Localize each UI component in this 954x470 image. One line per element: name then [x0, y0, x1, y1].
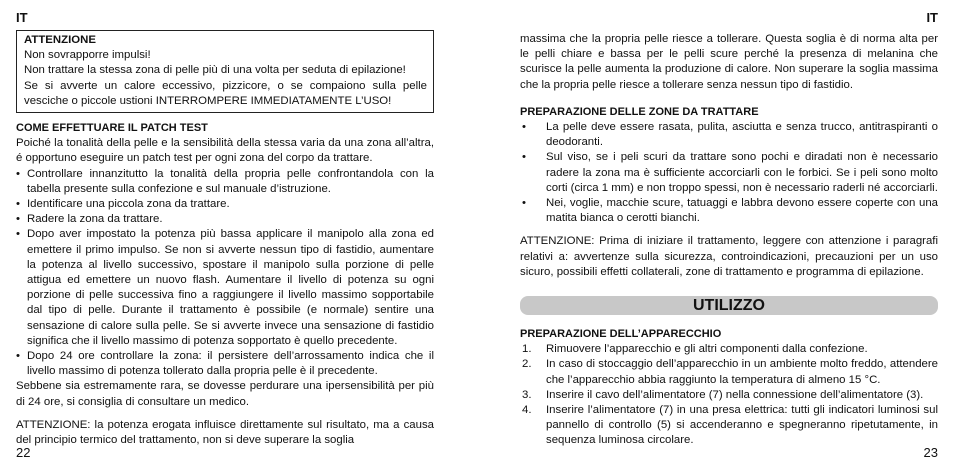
language-code: IT [16, 10, 28, 25]
right-page [520, 0, 938, 470]
warning-line: Non sovrapporre impulsi! [24, 49, 151, 62]
list-item: • Sul viso, se i peli scuri da trattare sono pochi e diradati non è necessario radere la zona ma è sufficiente accorciarli con le forbici. Se i peli sono molto corti (circa 1 mm) e non troppo spessi, non è necessario raderli né accorciarli. [520, 150, 938, 196]
step-text: In caso di stoccaggio dell’apparecchio in un ambiente molto freddo, attendere che l’apparecchio abbia raggiunto la temperatura di almeno 15 °C. [546, 358, 938, 386]
zones-prep-heading: PREPARAZIONE DELLE ZONE DA TRATTARE [520, 105, 759, 118]
warning-line: Non trattare la stessa zona di pelle più di una volta per seduta di epilazione! [24, 64, 406, 77]
attention-paragraph: ATTENZIONE: Prima di iniziare il trattamento, leggere con attenzione i paragrafi relativi a: avvertenze sulla sicurezza, controindicazioni, precauzioni per un uso sicuro, possibili effetti collaterali, zone di trattamento e programma di epilazione. [520, 235, 938, 278]
list-item: • Dopo 24 ore controllare la zona: il persistere dell’arrossamento indica che il livello massimo di potenza tollerato dalla propria pelle è il precedente. [16, 349, 434, 379]
left-page [16, 0, 434, 470]
list-item: • Identificare una piccola zona da trattare. [16, 197, 434, 212]
step-text: Rimuovere l’apparecchio e gli altri componenti dalla confezione. [546, 343, 868, 356]
hypersensitivity-paragraph: Sebbene sia estremamente rara, se dovesse perdurare una ipersensibilità per più di 24 ore, si consiglia di consultare un medico. [16, 380, 434, 408]
list-item [520, 388, 938, 403]
list-item: • Controllare innanzitutto la tonalità della propria pelle confrontandola con la tabella presente sulla confezione e sul manuale d’istruzione. [16, 167, 434, 197]
list-item [520, 357, 938, 387]
step-number: 3. [522, 388, 532, 401]
left-page-content [16, 30, 434, 448]
list-item: • La pelle deve essere rasata, pulita, asciutta e senza trucco, antitraspiranti o deodoranti. [520, 120, 938, 150]
device-prep-steps [520, 342, 938, 448]
step-number: 4. [522, 404, 532, 417]
zones-prep-list [520, 120, 938, 226]
warning-line: Se si avverte un calore eccessivo, pizzicore, o se compaiono sulla pelle vesciche o piccole ustioni INTERROMPERE IMMEDIATAMENTE L’USO! [24, 79, 427, 107]
list-item [520, 403, 938, 449]
device-prep-heading: PREPARAZIONE DELL’APPARECCHIO [520, 328, 722, 341]
step-text: Inserire il cavo dell’alimentatore (7) nella connessione dell’alimentatore (3). [546, 388, 924, 401]
step-number: 2. [522, 358, 532, 371]
warning-box [16, 30, 434, 113]
language-code: IT [926, 10, 938, 25]
patch-test-heading: COME EFFETTUARE IL PATCH TEST [16, 122, 208, 135]
continuation-paragraph: massima che la propria pelle riesce a tollerare. Questa soglia è di norma alta per le pelli chiare e bassa per le pelli scure perché la presenza di melanina che scurisce la pelle aumenta la produzione di calore. Non superare la soglia massima che la propria pelle riesce a tollerare senza nessun tipo di fastidio. [520, 33, 938, 91]
list-item [520, 342, 938, 357]
step-text: Inserire l’alimentatore (7) in una presa elettrica: tutti gli indicatori luminosi sul pannello di controllo (5) si accenderanno e spegneranno ripetutamente, in sequenza luminosa circolare. [546, 404, 938, 447]
page-number: 22 [16, 445, 31, 460]
section-title-bar: UTILIZZO [520, 296, 938, 315]
right-page-content [520, 32, 938, 449]
list-item: • Nei, voglie, macchie scure, tatuaggi e labbra devono essere coperte con una matita bianca o cerotti bianchi. [520, 196, 938, 226]
patch-test-list [16, 167, 434, 380]
list-item: • Dopo aver impostato la potenza più bassa applicare il manipolo alla zona ed emettere il primo impulso. Se non si avverte nessun tipo di fastidio, aumentare la potenza al livello successivo, spostare il manipolo sulla porzione di pelle attigua ed emettere un nuovo flash. Aumentare il livello di potenza su ogni porzione di pelle successiva fino a raggiungere il livello massimo sopportabile dal tipo di pelle. Durante il trattamento è possibile (e normale) sentire una sensazione di calore sulla pelle. Se si avverte invece una sensazione di fastidio significa che il livello massimo di potenza sopportato è quello precedente. [16, 227, 434, 349]
attention-paragraph: ATTENZIONE: la potenza erogata influisce direttamente sul risultato, ma a causa del principio termico del trattamento, non si deve superare la soglia [16, 418, 434, 447]
page-number: 23 [923, 445, 938, 460]
list-item: • Radere la zona da trattare. [16, 212, 434, 227]
warning-title: ATTENZIONE [24, 34, 96, 46]
patch-test-intro: Poiché la tonalità della pelle e la sensibilità della stessa varia da una zona all’altra, é opportuno eseguire un patch test per ogni zona del corpo da trattare. [16, 137, 434, 165]
step-number: 1. [522, 343, 532, 356]
